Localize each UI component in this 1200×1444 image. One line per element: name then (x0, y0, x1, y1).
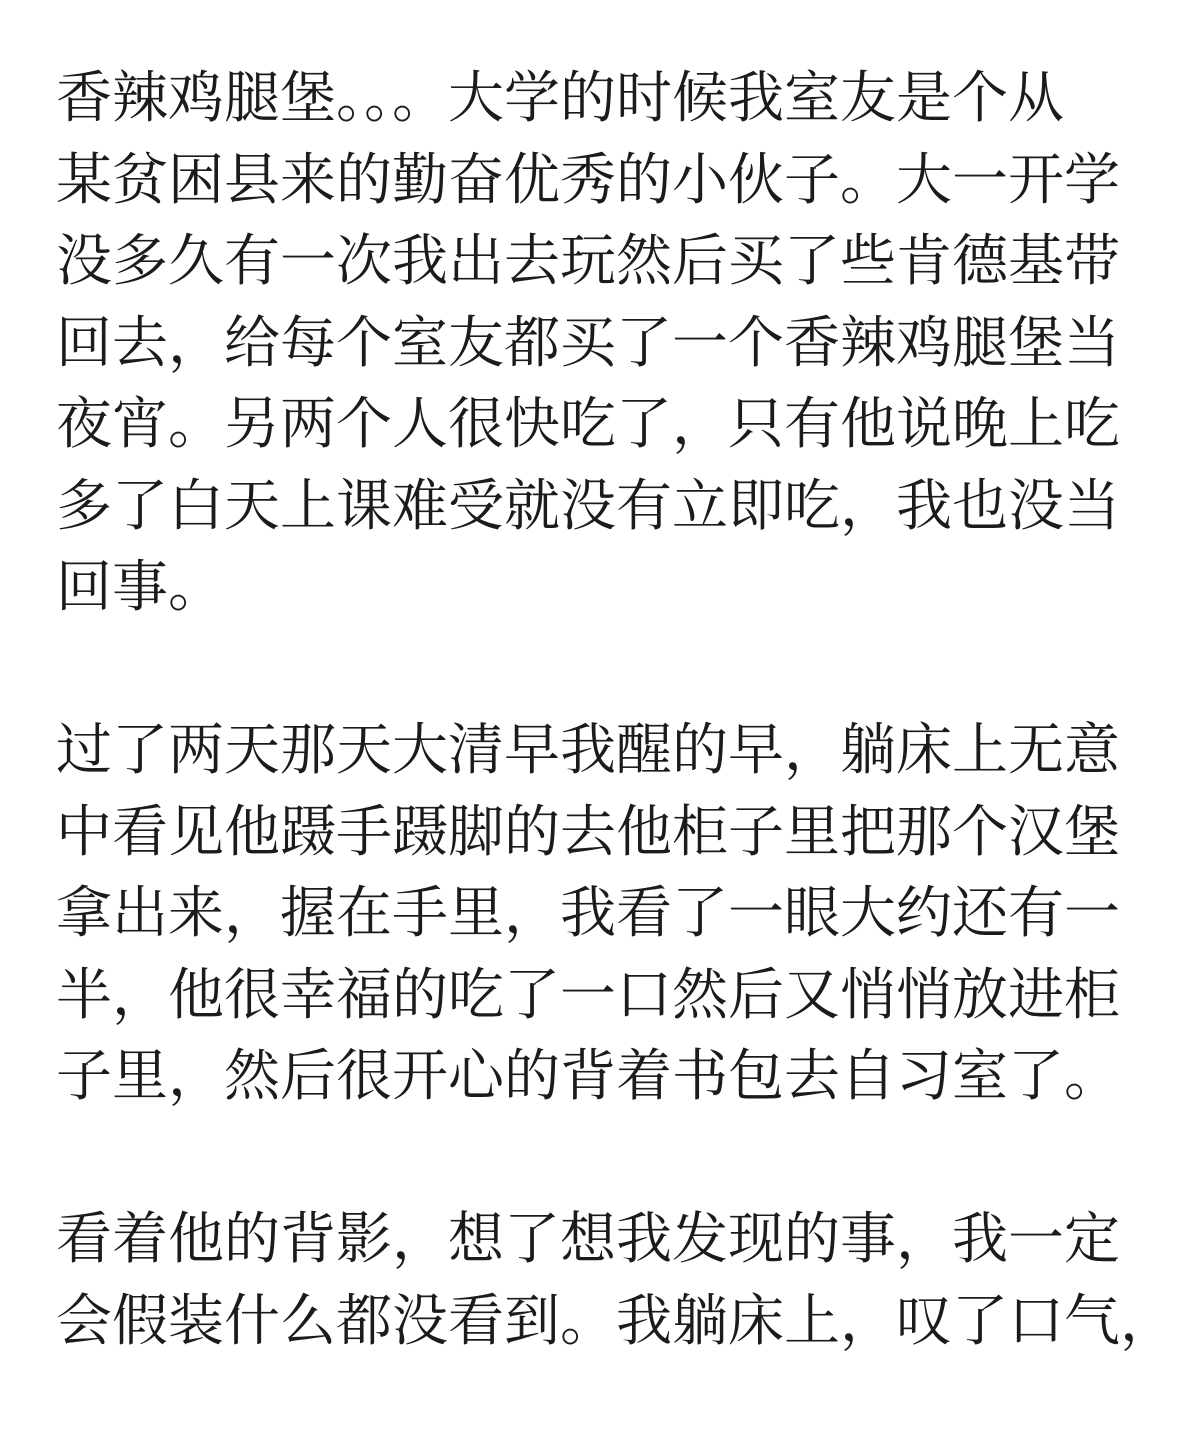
text-line: 过了两天那天大清早我醒的早，躺床上无意 (56, 718, 1120, 783)
article-body (56, 58, 1176, 1444)
paragraph-2 (56, 710, 1156, 1118)
text-line: 半，他很幸福的吃了一口然后又悄悄放进柜 (56, 962, 1120, 1028)
text-line: 回事。 (56, 555, 224, 620)
text-line: 回去，给每个室友都买了一个香辣鸡腿堡当 (56, 310, 1120, 376)
text-line: 没多久有一次我出去玩然后买了些肯德基带 (56, 229, 1120, 294)
text-line: 子里，然后很开心的背着书包去自习室了。 (56, 1044, 1120, 1109)
text-line: 拿出来，握在手里，我看了一眼大约还有一 (56, 881, 1120, 946)
text-line: 中看见他蹑手蹑脚的去他柜子里把那个汉堡 (56, 799, 1120, 865)
paragraph-1 (56, 58, 1156, 629)
text-line: 看着他的背影，想了想我发现的事，我一定 (56, 1207, 1120, 1272)
text-line: 香辣鸡腿堡。。。大学的时候我室友是个从 (56, 66, 1064, 131)
text-line: 会假装什么都没看到。我躺床上，叹了口气， (56, 1288, 1176, 1354)
text-line: 多了白天上课难受就没有立即吃，我也没当 (56, 473, 1120, 539)
text-line: 夜宵。另两个人很快吃了，只有他说晚上吃 (56, 392, 1120, 457)
text-line: 某贫困县来的勤奋优秀的小伙子。大一开学 (56, 147, 1120, 213)
paragraph-3 (56, 1199, 1176, 1362)
